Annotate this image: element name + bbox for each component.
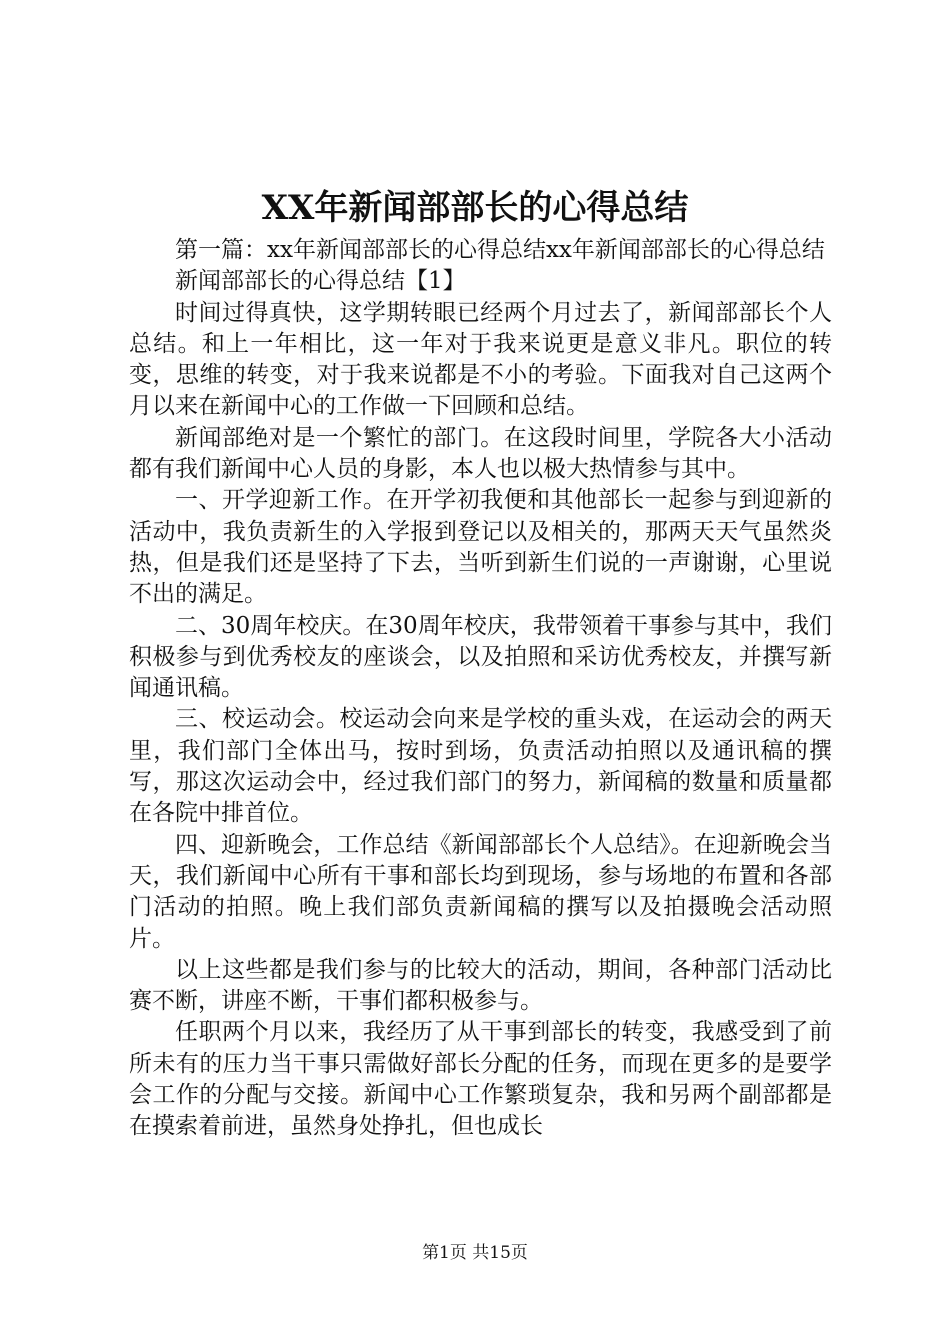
paragraph-6: 二、30周年校庆。在30周年校庆，我带领着干事参与其中，我们积极参与到优秀校友的座谈会，以及拍照和采访优秀校友，并撰写新闻通讯稿。 [129, 612, 832, 702]
paragraph-2: 新闻部部长的心得总结【1】 [175, 268, 466, 295]
paragraph-9: 以上这些都是我们参与的比较大的活动，期间，各种部门活动比赛不断，讲座不断，干事们都积极参与。 [129, 956, 832, 1015]
paragraph-7: 三、校运动会。校运动会向来是学校的重头戏，在运动会的两天里，我们部门全体出马，按时到场，负责活动拍照以及通讯稿的撰写，那这次运动会中，经过我们部门的努力，新闻稿的数量和质量都在各院中排首位。 [129, 706, 832, 827]
document-title: XX年新闻部部长的心得总结 [261, 188, 689, 228]
paragraph-5: 一、开学迎新工作。在开学初我便和其他部长一起参与到迎新的活动中，我负责新生的入学报到登记以及相关的，那两天天气虽然炎热，但是我们还是坚持了下去，当听到新生们说的一声谢谢，心里说不出的满足。 [129, 487, 832, 608]
paragraph-8: 四、迎新晚会，工作总结《新闻部部长个人总结》。在迎新晚会当天，我们新闻中心所有干事和部长均到现场，参与场地的布置和各部门活动的拍照。晚上我们部负责新闻稿的撰写以及拍摄晚会活动照片。 [129, 831, 832, 952]
paragraph-1: 第一篇：xx年新闻部部长的心得总结xx年新闻部部长的心得总结 [175, 237, 825, 263]
paragraph-3: 时间过得真快，这学期转眼已经两个月过去了，新闻部部长个人总结。和上一年相比，这一年对于我来说更是意义非凡。职位的转变，思维的转变，对于我来说都是不小的考验。下面我对自己这两个月以来在新闻中心的工作做一下回顾和总结。 [129, 299, 832, 420]
paragraph-10: 任职两个月以来，我经历了从干事到部长的转变，我感受到了前所未有的压力当干事只需做好部长分配的任务，而现在更多的是要学会工作的分配与交接。新闻中心工作繁琐复杂，我和另两个副部都是在摸索着前进，虽然身处挣扎，但也成长 [129, 1019, 832, 1140]
document-body [129, 235, 832, 1143]
paragraph-4: 新闻部绝对是一个繁忙的部门。在这段时间里，学院各大小活动都有我们新闻中心人员的身影，本人也以极大热情参与其中。 [129, 424, 832, 483]
page-footer: 第1页 共15页 [422, 1243, 528, 1263]
